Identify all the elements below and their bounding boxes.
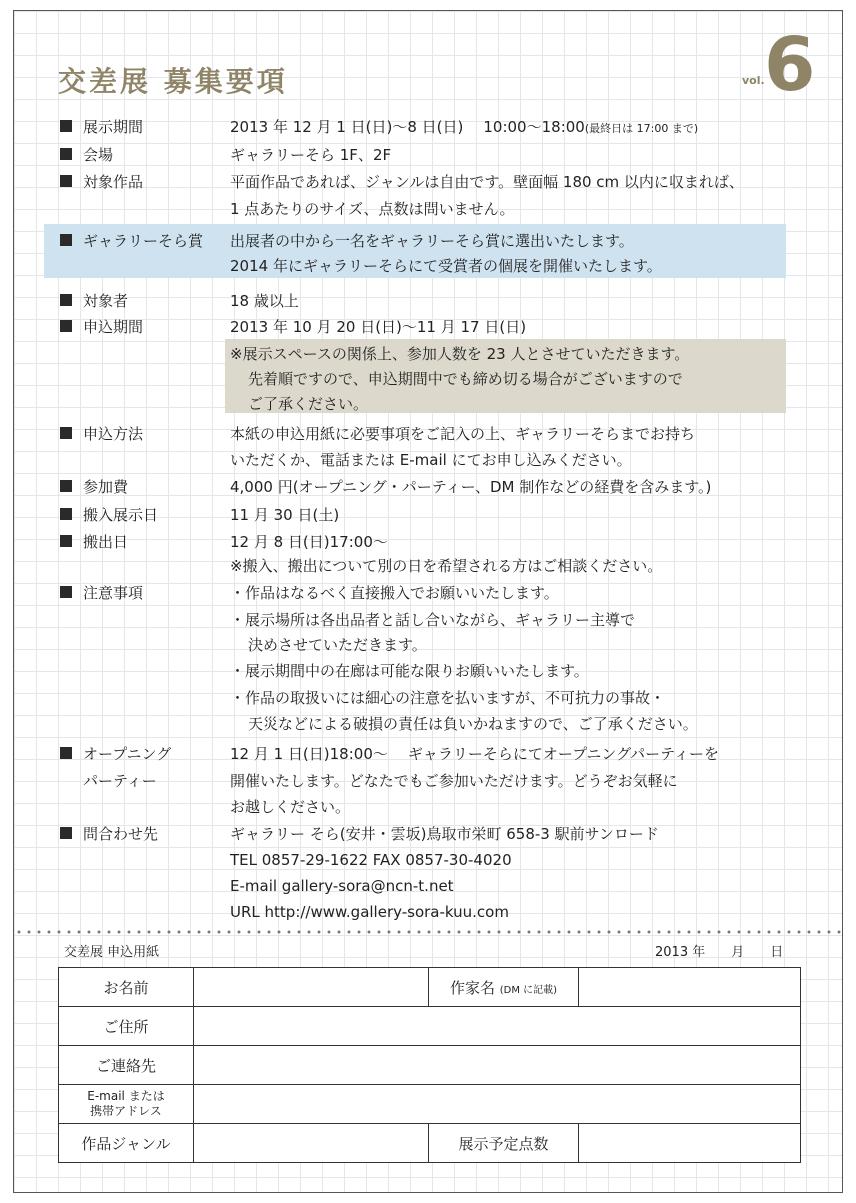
exhibit-count-field[interactable] <box>579 1124 801 1163</box>
apply-note-1: ※展示スペースの関係上、参加人数を 23 人とさせていただきます。 <box>230 345 690 363</box>
works-value-cont: 1 点あたりのサイズ、点数は問いません。 <box>230 200 515 218</box>
row-party-3 <box>0 794 856 820</box>
contact-phone-label: ご連絡先 <box>59 1046 194 1085</box>
bullet-square-icon <box>60 535 72 547</box>
notes-item-4: ・展示期間中の在廊は可能な限りお願いいたします。 <box>230 662 589 680</box>
bullet-square-icon <box>60 747 72 759</box>
apply-note-3: ご了承ください。 <box>248 395 369 413</box>
party-value-2: 開催いたします。どなたでもご参加いただけます。どうぞお気軽に <box>230 772 678 790</box>
volume-number: 6 <box>764 22 816 108</box>
bullet-square-icon <box>60 427 72 439</box>
email-label: E-mail または 携帯アドレス <box>59 1085 194 1124</box>
row-party <box>0 741 856 767</box>
row-apply-note-1 <box>0 341 856 367</box>
row-notes-4 <box>0 658 856 684</box>
setup-value: 11 月 30 日(土) <box>230 506 340 524</box>
eligibility-label: 対象者 <box>83 292 129 310</box>
row-apply-note-2 <box>0 366 856 392</box>
works-value: 平面作品であれば、ジャンルは自由です。壁面幅 180 cm 以内に収まれば、 <box>230 173 744 191</box>
takedown-value: 12 月 8 日(日)17:00〜 <box>230 533 388 551</box>
eligibility-value: 18 歳以上 <box>230 292 299 310</box>
fee-label: 参加費 <box>83 478 129 496</box>
notes-label: 注意事項 <box>83 584 144 602</box>
table-row <box>59 1007 801 1046</box>
period-value: 2013 年 12 月 1 日(日)〜8 日(日) 10:00〜18:00(最終日は 17:00 まで) <box>230 118 699 136</box>
row-award-cont <box>0 253 856 279</box>
bullet-square-icon <box>60 827 72 839</box>
bullet-square-icon <box>60 508 72 520</box>
contact-url[interactable]: URL http://www.gallery-sora-kuu.com <box>230 903 509 921</box>
apply-period-label: 申込期間 <box>83 318 144 336</box>
row-setup <box>0 502 856 528</box>
name-label: お名前 <box>59 968 194 1007</box>
apply-note-2: 先着順ですので、申込期間中でも締め切る場合がございますので <box>248 370 683 388</box>
venue-value: ギャラリーそら 1F、2F <box>230 146 392 164</box>
genre-field[interactable] <box>194 1124 429 1163</box>
takedown-note: ※搬入、搬出について別の日を希望される方はご相談ください。 <box>230 557 663 575</box>
table-row <box>59 968 801 1007</box>
genre-label: 作品ジャンル <box>59 1124 194 1163</box>
exhibit-count-label: 展示予定点数 <box>429 1124 579 1163</box>
award-label: ギャラリーそら賞 <box>83 232 204 250</box>
table-row <box>59 1046 801 1085</box>
contact-label: 問合わせ先 <box>83 825 159 843</box>
row-fee <box>0 474 856 500</box>
method-value-cont: いただくか、電話または E-mail にてお申し込みください。 <box>230 451 632 469</box>
row-works-cont <box>0 196 856 222</box>
award-value-cont: 2014 年にギャラリーそらにて受賞者の個展を開催いたします。 <box>230 257 662 275</box>
party-label-cont: パーティー <box>83 772 157 790</box>
row-notes-5 <box>0 685 856 711</box>
bullet-square-icon <box>60 120 72 132</box>
address-field[interactable] <box>194 1007 801 1046</box>
table-row <box>59 1124 801 1163</box>
page-title: 交差展 募集要項 <box>58 65 288 98</box>
takedown-label: 搬出日 <box>83 533 129 551</box>
row-notes-3 <box>0 632 856 658</box>
party-label: オープニング <box>83 745 172 763</box>
cut-line <box>14 930 842 934</box>
party-value-3: お越しください。 <box>230 798 351 816</box>
fee-value: 4,000 円(オープニング・パーティー、DM 制作などの経費を含みます。) <box>230 478 712 496</box>
notes-item-5: ・作品の取扱いには細心の注意を払いますが、不可抗力の事故・ <box>230 689 666 707</box>
row-method <box>0 421 856 447</box>
row-period <box>0 114 856 140</box>
row-party-2 <box>0 768 856 794</box>
method-value: 本紙の申込用紙に必要事項をご記入の上、ギャラリーそらまでお持ち <box>230 425 696 443</box>
notes-item-1: ・作品はなるべく直接搬入でお願いいたします。 <box>230 584 559 602</box>
row-notes-6 <box>0 711 856 737</box>
row-notes <box>0 580 856 606</box>
row-contact <box>0 821 856 847</box>
method-label: 申込方法 <box>83 425 144 443</box>
row-works <box>0 169 856 195</box>
row-notes-2 <box>0 607 856 633</box>
bullet-square-icon <box>60 480 72 492</box>
contact-tel-fax: TEL 0857-29-1622 FAX 0857-30-4020 <box>230 851 512 869</box>
bullet-square-icon <box>60 234 72 246</box>
row-apply-period <box>0 314 856 340</box>
bullet-square-icon <box>60 175 72 187</box>
artist-name-label: 作家名 (DM に記載) <box>429 968 579 1007</box>
party-value: 12 月 1 日(日)18:00〜 ギャラリーそらにてオープニングパーティーを <box>230 745 719 763</box>
form-date: 2013 年 月 日 <box>655 945 784 960</box>
award-value: 出展者の中から一名をギャラリーそら賞に選出いたします。 <box>230 232 634 250</box>
row-apply-note-3 <box>0 391 856 417</box>
notes-item-3: 決めさせていただきます。 <box>248 636 427 654</box>
setup-label: 搬入展示日 <box>83 506 159 524</box>
name-field[interactable] <box>194 968 429 1007</box>
bullet-square-icon <box>60 294 72 306</box>
row-award <box>0 228 856 254</box>
bullet-square-icon <box>60 586 72 598</box>
contact-phone-field[interactable] <box>194 1046 801 1085</box>
row-takedown <box>0 529 856 555</box>
row-method-cont <box>0 447 856 473</box>
row-takedown-note <box>0 553 856 579</box>
volume-label: vol. <box>742 74 765 87</box>
table-row <box>59 1085 801 1124</box>
row-contact-2 <box>0 847 856 873</box>
row-eligibility <box>0 288 856 314</box>
apply-period-value: 2013 年 10 月 20 日(日)〜11 月 17 日(日) <box>230 318 527 336</box>
row-contact-4 <box>0 899 856 925</box>
application-form-table <box>58 967 801 1163</box>
notes-item-2: ・展示場所は各出品者と話し合いながら、ギャラリー主導で <box>230 611 636 629</box>
address-label: ご住所 <box>59 1007 194 1046</box>
notes-item-6: 天災などによる破損の責任は負いかねますので、ご了承ください。 <box>248 715 698 733</box>
row-contact-3 <box>0 873 856 899</box>
period-label: 展示期間 <box>83 118 144 136</box>
artist-name-field[interactable] <box>579 968 801 1007</box>
row-venue <box>0 142 856 168</box>
bullet-square-icon <box>60 148 72 160</box>
form-title: 交差展 申込用紙 <box>64 945 160 960</box>
contact-address: ギャラリー そら(安井・雲坂)鳥取市栄町 658-3 駅前サンロード <box>230 825 659 843</box>
works-label: 対象作品 <box>83 173 144 191</box>
email-field[interactable] <box>194 1085 801 1124</box>
bullet-square-icon <box>60 320 72 332</box>
venue-label: 会場 <box>83 146 114 164</box>
contact-email[interactable]: E-mail gallery-sora@ncn-t.net <box>230 877 454 895</box>
